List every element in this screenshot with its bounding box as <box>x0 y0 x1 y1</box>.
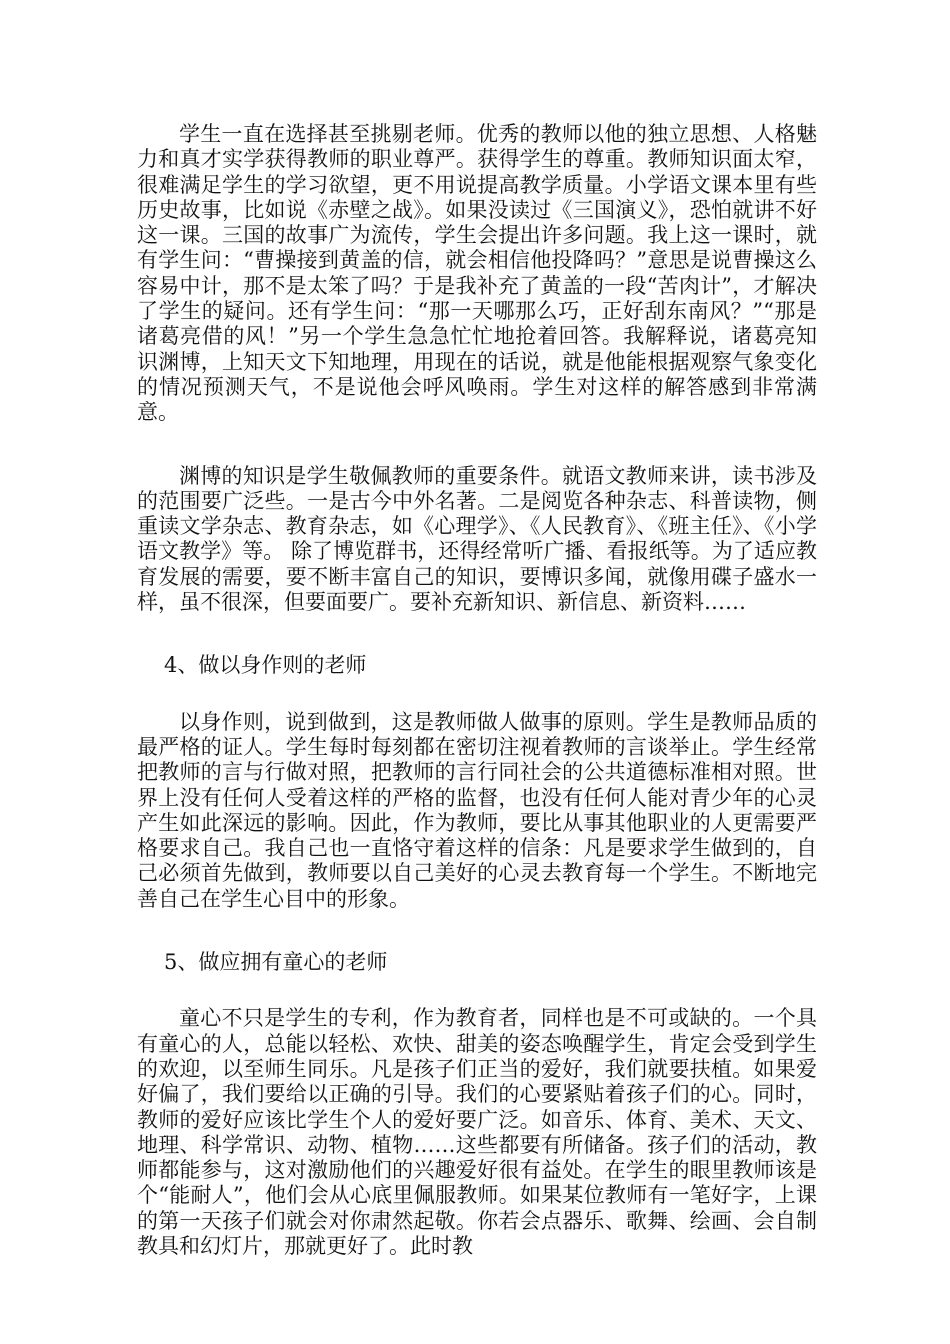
paragraph-spacer <box>137 975 817 1006</box>
section-heading-4: 4、做以身作则的老师 <box>164 653 367 678</box>
paragraph-spacer <box>137 912 817 950</box>
section-heading-5: 5、做应拥有童心的老师 <box>164 950 388 975</box>
paragraph-lead-by-example: 以身作则，说到做到，这是教师做人做事的原则。学生是教师品质的最严格的证人。学生每时每刻都在密切注视着教师的言谈举止。学生经常把教师的言与行做对照，把教师的言行同社会的公共道德标准相对照。世界上没有任何人受着这样的严格的监督，也没有任何人能对青少年的心灵产生如此深远的影响。因此，作为教师，要比从事其他职业的人更需要严格要求自己。我自己也一直恪守着这样的信条：凡是要求学生做到的，自己必须首先做到，教师要以自己美好的心灵去教育每一个学生。不断地完善自己在学生心目中的形象。 <box>137 709 817 911</box>
paragraph-broad-knowledge: 渊博的知识是学生敬佩教师的重要条件。就语文教师来讲，读书涉及的范围要广泛些。一是古今中外名著。二是阅览各种杂志、科普读物，侧重读文学杂志、教育杂志，如《心理学》、《人民教育》、《班主任》、《小学语文教学》等。 除了博览群书，还得经常听广播、看报纸等。为了适应教育发展的需要，要不断丰富自己的知识，要博识多闻，就像用碟子盛水一样，虽不很深，但要面要广。要补充新知识、新信息、新资料…… <box>137 463 817 615</box>
document-body <box>137 122 817 1259</box>
paragraph-knowledge-example: 学生一直在选择甚至挑剔老师。优秀的教师以他的独立思想、人格魅力和真才实学获得教师的职业尊严。获得学生的尊重。教师知识面太窄，很难满足学生的学习欲望，更不用说提高教学质量。小学语文课本里有些历史故事，比如说《赤壁之战》。如果没读过《三国演义》，恐怕就讲不好这一课。三国的故事广为流传，学生会提出许多问题。我上这一课时，就有学生问：“曹操接到黄盖的信，就会相信他投降吗？”意思是说曹操这么容易中计，那不是太笨了吗？于是我补充了黄盖的一段“苦肉计”，才解决了学生的疑问。还有学生问：“那一天哪那么巧，正好刮东南风？”“那是诸葛亮借的风！”另一个学生急急忙忙地抢着回答。我解释说，诸葛亮知识渊博，上知天文下知地理，用现在的话说，就是他能根据观察气象变化的情况预测天气，不是说他会呼风唤雨。学生对这样的解答感到非常满意。 <box>137 122 817 425</box>
paragraph-spacer <box>137 679 817 710</box>
paragraph-childlike-heart: 童心不只是学生的专利，作为教育者，同样也是不可或缺的。一个具有童心的人，总能以轻松、欢快、甜美的姿态唤醒学生，肯定会受到学生的欢迎，以至师生同乐。凡是孩子们正当的爱好，我们就要扶植。如果爱好偏了，我们要给以正确的引导。我们的心要紧贴着孩子们的心。同时，教师的爱好应该比学生个人的爱好要广泛。如音乐、体育、美术、天文、地理、科学常识、动物、植物……这些都要有所储备。孩子们的活动，教师都能参与，这对激励他们的兴趣爱好很有益处。在学生的眼里教师该是个“能耐人”，他们会从心底里佩服教师。如果某位教师有一笔好字，上课的第一天孩子们就会对你肃然起敬。你若会点器乐、歌舞、绘画、会自制教具和幻灯片，那就更好了。此时教 <box>137 1006 817 1258</box>
paragraph-spacer <box>137 615 817 653</box>
paragraph-spacer <box>137 426 817 464</box>
